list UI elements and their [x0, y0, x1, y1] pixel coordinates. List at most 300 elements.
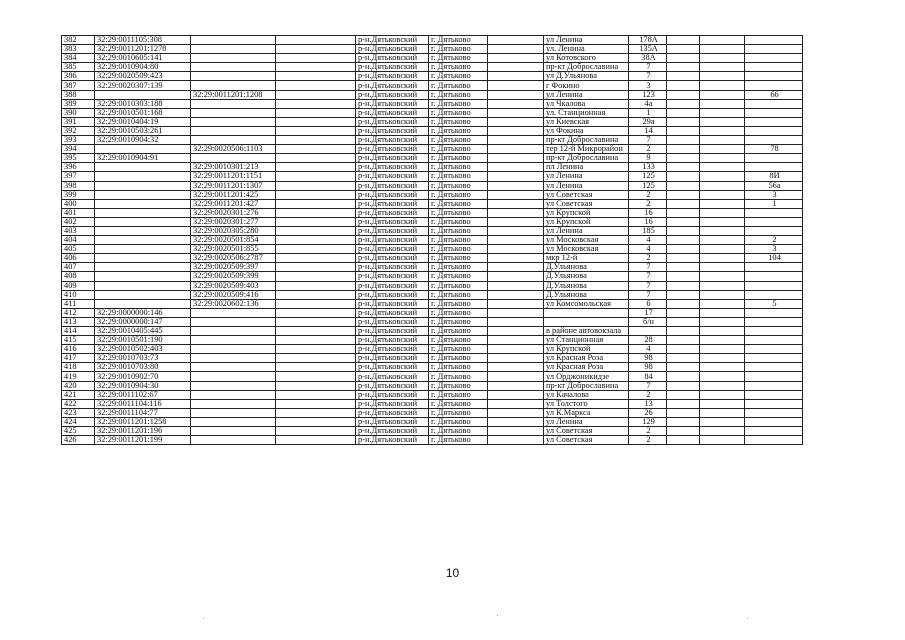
table-row — [62, 272, 803, 281]
cadastral-number-2-cell — [191, 154, 276, 163]
district-cell: р-н.Дятьковский — [356, 99, 429, 108]
empty-cell — [667, 108, 700, 117]
row-number-cell: 411 — [62, 299, 95, 308]
town-cell: г. Дятьково — [429, 99, 488, 108]
table-body — [62, 36, 803, 445]
apartment-number-cell — [745, 99, 803, 108]
empty-cell — [667, 272, 700, 281]
house-number-cell: 98 — [629, 354, 667, 363]
empty-cell — [488, 317, 544, 326]
empty-cell — [488, 372, 544, 381]
table-row — [62, 63, 803, 72]
cadastral-number-2-cell: 32:29:0020301:276 — [191, 208, 276, 217]
apartment-number-cell — [745, 136, 803, 145]
house-number-cell: 7 — [629, 381, 667, 390]
cadastral-number-2-cell — [191, 117, 276, 126]
cadastral-number-2-cell: 32:29:0011201:1151 — [191, 172, 276, 181]
apartment-number-cell — [745, 117, 803, 126]
empty-cell — [667, 99, 700, 108]
empty-cell — [700, 90, 745, 99]
house-number-cell: 125 — [629, 172, 667, 181]
cadastral-number-cell: 32:29:0011105:308 — [95, 36, 191, 45]
cadastral-number-2-cell — [191, 336, 276, 345]
empty-cell — [700, 172, 745, 181]
apartment-number-cell: 78 — [745, 145, 803, 154]
street-cell: ул Ленина — [544, 172, 629, 181]
empty-cell — [700, 408, 745, 417]
street-cell: ул. Станционная — [544, 108, 629, 117]
street-cell: ул Ленина — [544, 417, 629, 426]
cadastral-number-2-cell: 32:29:0020305:280 — [191, 226, 276, 235]
apartment-number-cell — [745, 436, 803, 445]
cadastral-number-cell — [95, 217, 191, 226]
apartment-number-cell — [745, 163, 803, 172]
apartment-number-cell: 1 — [745, 199, 803, 208]
scan-speck — [747, 618, 748, 619]
empty-cell — [276, 263, 356, 272]
empty-cell — [700, 126, 745, 135]
town-cell: г. Дятьково — [429, 63, 488, 72]
district-cell: р-н.Дятьковский — [356, 54, 429, 63]
table-row — [62, 408, 803, 417]
scan-speck — [203, 618, 204, 619]
row-number-cell: 421 — [62, 390, 95, 399]
cadastral-number-cell: 32:29:0010501:168 — [95, 108, 191, 117]
apartment-number-cell — [745, 226, 803, 235]
table-row — [62, 254, 803, 263]
table-row — [62, 117, 803, 126]
cadastral-number-2-cell — [191, 372, 276, 381]
street-cell: ул К.Маркса — [544, 408, 629, 417]
cadastral-number-cell: 32:29:0010904:30 — [95, 381, 191, 390]
empty-cell — [488, 217, 544, 226]
empty-cell — [667, 363, 700, 372]
table-row — [62, 108, 803, 117]
empty-cell — [488, 163, 544, 172]
cadastral-number-cell: 32:29:0010605:141 — [95, 54, 191, 63]
house-number-cell: 185 — [629, 226, 667, 235]
row-number-cell: 397 — [62, 172, 95, 181]
street-cell: г Фокино — [544, 81, 629, 90]
empty-cell — [276, 36, 356, 45]
empty-cell — [488, 417, 544, 426]
empty-cell — [488, 45, 544, 54]
cadastral-number-2-cell — [191, 327, 276, 336]
table-row — [62, 154, 803, 163]
apartment-number-cell — [745, 272, 803, 281]
empty-cell — [700, 254, 745, 263]
cadastral-number-2-cell: 32:29:0020506:2787 — [191, 254, 276, 263]
cadastral-number-cell: 32:29:0010904:91 — [95, 154, 191, 163]
town-cell: г. Дятьково — [429, 136, 488, 145]
apartment-number-cell — [745, 399, 803, 408]
town-cell: г. Дятьково — [429, 299, 488, 308]
house-number-cell: 133 — [629, 163, 667, 172]
cadastral-number-2-cell — [191, 136, 276, 145]
row-number-cell: 413 — [62, 317, 95, 326]
table-row — [62, 226, 803, 235]
cadastral-number-2-cell — [191, 408, 276, 417]
district-cell: р-н.Дятьковский — [356, 217, 429, 226]
empty-cell — [700, 190, 745, 199]
empty-cell — [276, 236, 356, 245]
empty-cell — [276, 436, 356, 445]
house-number-cell: 16 — [629, 208, 667, 217]
apartment-number-cell — [745, 417, 803, 426]
town-cell: г. Дятьково — [429, 327, 488, 336]
district-cell: р-н.Дятьковский — [356, 299, 429, 308]
row-number-cell: 385 — [62, 63, 95, 72]
house-number-cell: 4 — [629, 345, 667, 354]
street-cell: ул Котовского — [544, 54, 629, 63]
empty-cell — [667, 436, 700, 445]
empty-cell — [276, 72, 356, 81]
cadastral-number-cell: 32:29:0010703:73 — [95, 354, 191, 363]
row-number-cell: 406 — [62, 254, 95, 263]
empty-cell — [667, 245, 700, 254]
district-cell: р-н.Дятьковский — [356, 117, 429, 126]
table-row — [62, 336, 803, 345]
empty-cell — [700, 36, 745, 45]
cadastral-number-cell: 32:29:0011201:199 — [95, 436, 191, 445]
apartment-number-cell — [745, 327, 803, 336]
empty-cell — [700, 63, 745, 72]
town-cell: г. Дятьково — [429, 272, 488, 281]
house-number-cell: 135А — [629, 45, 667, 54]
table-row — [62, 99, 803, 108]
empty-cell — [488, 436, 544, 445]
table-row — [62, 245, 803, 254]
district-cell: р-н.Дятьковский — [356, 272, 429, 281]
table-row — [62, 145, 803, 154]
district-cell: р-н.Дятьковский — [356, 408, 429, 417]
district-cell: р-н.Дятьковский — [356, 336, 429, 345]
cadastral-number-2-cell: 32:29:0020501:855 — [191, 245, 276, 254]
street-cell: пр-кт Доброславина — [544, 63, 629, 72]
district-cell: р-н.Дятьковский — [356, 181, 429, 190]
empty-cell — [276, 190, 356, 199]
town-cell: г. Дятьково — [429, 90, 488, 99]
empty-cell — [667, 399, 700, 408]
empty-cell — [276, 408, 356, 417]
town-cell: г. Дятьково — [429, 417, 488, 426]
empty-cell — [488, 90, 544, 99]
street-cell: ул Крупской — [544, 208, 629, 217]
apartment-number-cell — [745, 81, 803, 90]
cadastral-number-cell — [95, 281, 191, 290]
empty-cell — [700, 317, 745, 326]
street-cell: ул. Ленина — [544, 45, 629, 54]
apartment-number-cell — [745, 208, 803, 217]
apartment-number-cell — [745, 126, 803, 135]
empty-cell — [276, 126, 356, 135]
empty-cell — [667, 81, 700, 90]
empty-cell — [488, 290, 544, 299]
apartment-number-cell — [745, 427, 803, 436]
empty-cell — [667, 290, 700, 299]
table-row — [62, 236, 803, 245]
street-cell: ул Московская — [544, 245, 629, 254]
empty-cell — [700, 236, 745, 245]
empty-cell — [667, 427, 700, 436]
district-cell: р-н.Дятьковский — [356, 108, 429, 117]
district-cell: р-н.Дятьковский — [356, 45, 429, 54]
district-cell: р-н.Дятьковский — [356, 327, 429, 336]
empty-cell — [276, 390, 356, 399]
empty-cell — [700, 427, 745, 436]
street-cell: ул Советская — [544, 436, 629, 445]
district-cell: р-н.Дятьковский — [356, 381, 429, 390]
cadastral-number-2-cell: 32:29:0020602:136 — [191, 299, 276, 308]
house-number-cell: 26 — [629, 408, 667, 417]
empty-cell — [488, 236, 544, 245]
apartment-number-cell: 3 — [745, 245, 803, 254]
cadastral-number-2-cell: 32:29:0011201:1307 — [191, 181, 276, 190]
empty-cell — [488, 99, 544, 108]
empty-cell — [667, 126, 700, 135]
empty-cell — [700, 308, 745, 317]
empty-cell — [488, 354, 544, 363]
apartment-number-cell — [745, 72, 803, 81]
row-number-cell: 384 — [62, 54, 95, 63]
cadastral-number-cell — [95, 263, 191, 272]
table-row — [62, 363, 803, 372]
apartment-number-cell — [745, 308, 803, 317]
town-cell: г. Дятьково — [429, 381, 488, 390]
empty-cell — [667, 217, 700, 226]
street-cell: ул Киевская — [544, 117, 629, 126]
street-cell: ул Д.Ульянова — [544, 72, 629, 81]
town-cell: г. Дятьково — [429, 263, 488, 272]
empty-cell — [276, 108, 356, 117]
house-number-cell: 4а — [629, 99, 667, 108]
empty-cell — [488, 154, 544, 163]
empty-cell — [700, 72, 745, 81]
house-number-cell: 6 — [629, 299, 667, 308]
empty-cell — [700, 299, 745, 308]
house-number-cell: 9 — [629, 154, 667, 163]
row-number-cell: 417 — [62, 354, 95, 363]
empty-cell — [488, 281, 544, 290]
street-cell: ул Толстого — [544, 399, 629, 408]
house-number-cell: 3 — [629, 81, 667, 90]
street-cell: ул Красная Роза — [544, 354, 629, 363]
town-cell: г. Дятьково — [429, 45, 488, 54]
cadastral-number-cell — [95, 145, 191, 154]
district-cell: р-н.Дятьковский — [356, 163, 429, 172]
row-number-cell: 396 — [62, 163, 95, 172]
scan-speck — [497, 615, 498, 616]
empty-cell — [488, 126, 544, 135]
town-cell: г. Дятьково — [429, 427, 488, 436]
apartment-number-cell — [745, 263, 803, 272]
cadastral-number-2-cell: 32:29:0020509:416 — [191, 290, 276, 299]
apartment-number-cell — [745, 354, 803, 363]
table-row — [62, 36, 803, 45]
house-number-cell: 1 — [629, 108, 667, 117]
row-number-cell: 398 — [62, 181, 95, 190]
empty-cell — [276, 45, 356, 54]
apartment-number-cell: 3 — [745, 190, 803, 199]
house-number-cell: 28 — [629, 336, 667, 345]
street-cell: ул Крупской — [544, 345, 629, 354]
town-cell: г. Дятьково — [429, 108, 488, 117]
empty-cell — [276, 99, 356, 108]
cadastral-number-2-cell — [191, 36, 276, 45]
empty-cell — [488, 245, 544, 254]
cadastral-number-cell — [95, 254, 191, 263]
cadastral-number-cell: 32:29:0011201:1258 — [95, 417, 191, 426]
empty-cell — [667, 381, 700, 390]
apartment-number-cell — [745, 345, 803, 354]
empty-cell — [488, 272, 544, 281]
street-cell: ул Станционная — [544, 336, 629, 345]
table-row — [62, 90, 803, 99]
empty-cell — [700, 263, 745, 272]
district-cell: р-н.Дятьковский — [356, 145, 429, 154]
empty-cell — [488, 36, 544, 45]
row-number-cell: 388 — [62, 90, 95, 99]
empty-cell — [667, 136, 700, 145]
empty-cell — [488, 208, 544, 217]
row-number-cell: 420 — [62, 381, 95, 390]
empty-cell — [667, 90, 700, 99]
empty-cell — [667, 63, 700, 72]
empty-cell — [488, 190, 544, 199]
town-cell: г. Дятьково — [429, 345, 488, 354]
house-number-cell: 7 — [629, 290, 667, 299]
house-number-cell: 7 — [629, 281, 667, 290]
house-number-cell: 123 — [629, 90, 667, 99]
district-cell: р-н.Дятьковский — [356, 363, 429, 372]
house-number-cell — [629, 327, 667, 336]
cadastral-number-2-cell: 32:29:0020509:399 — [191, 272, 276, 281]
row-number-cell: 399 — [62, 190, 95, 199]
cadastral-number-2-cell: 32:29:0020506:1103 — [191, 145, 276, 154]
apartment-number-cell — [745, 408, 803, 417]
cadastral-number-2-cell: 32:29:0020509:403 — [191, 281, 276, 290]
cadastral-number-2-cell — [191, 63, 276, 72]
apartment-number-cell — [745, 36, 803, 45]
town-cell: г. Дятьково — [429, 72, 488, 81]
empty-cell — [488, 117, 544, 126]
house-number-cell: 2 — [629, 427, 667, 436]
cadastral-number-2-cell — [191, 427, 276, 436]
apartment-number-cell — [745, 54, 803, 63]
empty-cell — [276, 145, 356, 154]
cadastral-number-2-cell: 32:29:0010301:213 — [191, 163, 276, 172]
empty-cell — [700, 345, 745, 354]
district-cell: р-н.Дятьковский — [356, 226, 429, 235]
table-row — [62, 390, 803, 399]
table-row — [62, 427, 803, 436]
cadastral-number-cell: 32:29:0000000:147 — [95, 317, 191, 326]
row-number-cell: 389 — [62, 99, 95, 108]
row-number-cell: 408 — [62, 272, 95, 281]
town-cell: г. Дятьково — [429, 390, 488, 399]
cadastral-number-2-cell — [191, 126, 276, 135]
empty-cell — [276, 81, 356, 90]
table-row — [62, 172, 803, 181]
cadastral-number-cell: 32:29:0010303:188 — [95, 99, 191, 108]
table-row — [62, 54, 803, 63]
empty-cell — [667, 263, 700, 272]
table-row — [62, 308, 803, 317]
empty-cell — [667, 72, 700, 81]
street-cell: Д.Ульянова — [544, 281, 629, 290]
empty-cell — [667, 308, 700, 317]
district-cell: р-н.Дятьковский — [356, 36, 429, 45]
table-row — [62, 345, 803, 354]
street-cell: ул Чкалова — [544, 99, 629, 108]
row-number-cell: 382 — [62, 36, 95, 45]
apartment-number-cell: 66 — [745, 90, 803, 99]
cadastral-number-2-cell: 32:29:0020509:397 — [191, 263, 276, 272]
empty-cell — [488, 81, 544, 90]
town-cell: г. Дятьково — [429, 199, 488, 208]
table-row — [62, 126, 803, 135]
cadastral-number-2-cell — [191, 436, 276, 445]
apartment-number-cell — [745, 372, 803, 381]
empty-cell — [276, 136, 356, 145]
empty-cell — [276, 90, 356, 99]
empty-cell — [700, 417, 745, 426]
town-cell: г. Дятьково — [429, 126, 488, 135]
town-cell: г. Дятьково — [429, 226, 488, 235]
town-cell: г. Дятьково — [429, 372, 488, 381]
cadastral-number-cell — [95, 236, 191, 245]
empty-cell — [667, 390, 700, 399]
cadastral-number-2-cell: 32:29:0011201:427 — [191, 199, 276, 208]
apartment-number-cell — [745, 363, 803, 372]
empty-cell — [488, 399, 544, 408]
empty-cell — [667, 408, 700, 417]
empty-cell — [667, 172, 700, 181]
row-number-cell: 407 — [62, 263, 95, 272]
cadastral-number-cell: 32:29:0011201:196 — [95, 427, 191, 436]
apartment-number-cell — [745, 390, 803, 399]
town-cell: г. Дятьково — [429, 363, 488, 372]
empty-cell — [488, 345, 544, 354]
property-register-table — [61, 35, 803, 445]
district-cell: р-н.Дятьковский — [356, 126, 429, 135]
cadastral-number-cell: 32:29:0010404:19 — [95, 117, 191, 126]
cadastral-number-cell — [95, 272, 191, 281]
empty-cell — [276, 399, 356, 408]
table-row — [62, 399, 803, 408]
empty-cell — [667, 417, 700, 426]
district-cell: р-н.Дятьковский — [356, 427, 429, 436]
cadastral-number-cell: 32:29:0010904:32 — [95, 136, 191, 145]
apartment-number-cell — [745, 63, 803, 72]
town-cell: г. Дятьково — [429, 81, 488, 90]
empty-cell — [276, 427, 356, 436]
empty-cell — [488, 299, 544, 308]
row-number-cell: 415 — [62, 336, 95, 345]
empty-cell — [276, 217, 356, 226]
table-row — [62, 381, 803, 390]
cadastral-number-2-cell: 32:29:0011201:425 — [191, 190, 276, 199]
street-cell: пл Ленина — [544, 163, 629, 172]
empty-cell — [667, 354, 700, 363]
empty-cell — [667, 372, 700, 381]
town-cell: г. Дятьково — [429, 163, 488, 172]
street-cell: мкр 12-й — [544, 254, 629, 263]
house-number-cell: 29а — [629, 117, 667, 126]
town-cell: г. Дятьково — [429, 117, 488, 126]
cadastral-number-cell: 32:29:0000000:146 — [95, 308, 191, 317]
cadastral-number-2-cell — [191, 108, 276, 117]
